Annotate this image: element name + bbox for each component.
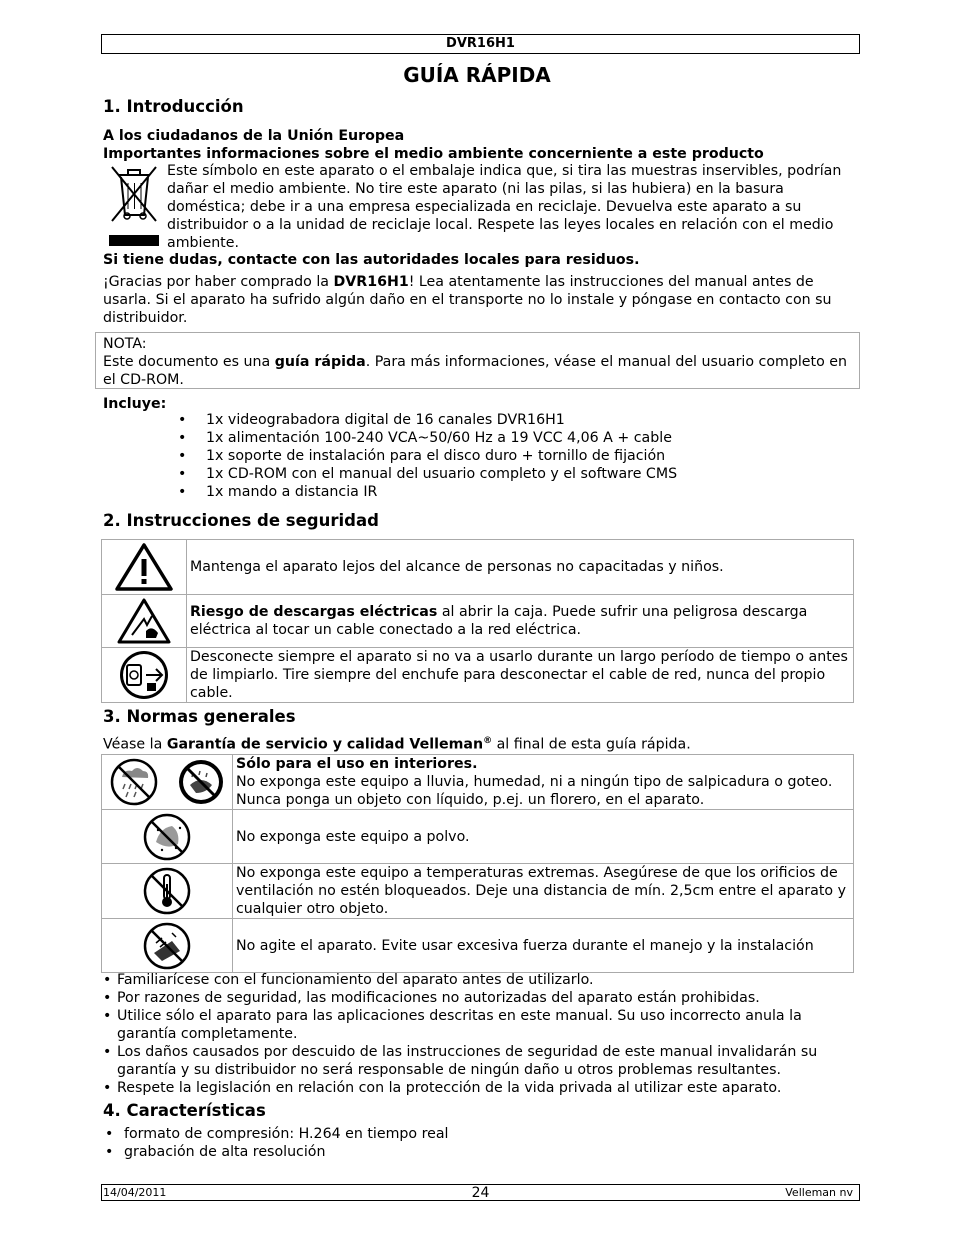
safety-text-2: Riesgo de descargas eléctricas al abrir la caja. Puede sufrir una peligrosa descarga eléctrica al tocar un cable conectado a la red eléctrica. xyxy=(187,595,854,648)
table-row xyxy=(102,810,854,864)
safety-text-3: Desconecte siempre el aparato si no va a usarlo durante un largo período de tiempo o antes de limpiarlo. Tire siempre del enchufe para desconectar el cable de red, nunca del propio cable. xyxy=(187,648,854,703)
table-row xyxy=(102,648,854,703)
norm-text-1: Sólo para el uso en interiores. No exponga este equipo a lluvia, humedad, ni a ningún tipo de salpicadura o goteo. Nunca ponga un objeto con líquido, p.ej. un florero, en el aparato. xyxy=(233,755,854,810)
page-number: 24 xyxy=(471,1185,490,1201)
list-item: • Los daños causados por descuido de las instrucciones de seguridad de este manual invalidarán su garantía y su distribuidor no será responsable de ningún daño u otros problemas resultantes. xyxy=(103,1043,858,1079)
eu-environment-line: Importantes informaciones sobre el medio ambiente concerniente a este producto xyxy=(103,146,764,162)
eu-contact-line: Si tiene dudas, contacte con las autoridades locales para residuos. xyxy=(103,252,640,268)
thanks-paragraph: ¡Gracias por haber comprado la DVR16H1! Lea atentamente las instrucciones del manual antes de usarla. Si el aparato ha sufrido algún daño en el transporte no lo instale y póngase en contacto con su distribuidor. xyxy=(103,274,832,326)
list-item: • Respete la legislación en relación con la protección de la vida privada al utilizar este aparato. xyxy=(103,1079,858,1097)
list-item: • Por razones de seguridad, las modificaciones no autorizadas del aparato están prohibidas. xyxy=(103,989,858,1007)
includes-label: Incluye: xyxy=(103,396,167,412)
section-heading-normas: 3. Normas generales xyxy=(103,707,296,726)
list-item: • 1x soporte de instalación para el disco duro + tornillo de fijación xyxy=(175,447,677,465)
norm-text-2: No exponga este equipo a polvo. xyxy=(233,810,854,864)
general-norms-table xyxy=(101,754,854,973)
table-row xyxy=(102,864,854,919)
list-item: • Familiarícese con el funcionamiento del aparato antes de utilizarlo. xyxy=(103,971,858,989)
safety-table xyxy=(101,539,854,703)
no-moisture-icon xyxy=(176,757,226,807)
unplug-icon xyxy=(118,649,170,701)
general-norms-list xyxy=(103,971,858,1097)
weee-bin-icon xyxy=(108,163,160,249)
table-row xyxy=(102,595,854,648)
list-item: • formato de compresión: H.264 en tiempo real xyxy=(103,1125,449,1143)
norm-text-3: No exponga este equipo a temperaturas extremas. Asegúrese de que los orificios de ventilación no estén bloqueados. Deje una distancia de mín. 2,5cm entre el aparato y cualquier otro objeto. xyxy=(233,864,854,919)
note-box xyxy=(95,332,860,389)
header-model: DVR16H1 xyxy=(101,34,860,54)
no-rain-icon xyxy=(109,757,159,807)
table-row xyxy=(102,540,854,595)
list-item: • grabación de alta resolución xyxy=(103,1143,449,1161)
section-heading-seguridad: 2. Instrucciones de seguridad xyxy=(103,511,379,530)
section-heading-introduccion: 1. Introducción xyxy=(103,97,244,116)
note-label: NOTA: xyxy=(103,336,147,352)
safety-text-1: Mantenga el aparato lejos del alcance de personas no capacitadas y niños. xyxy=(187,540,854,595)
eu-citizens-line: A los ciudadanos de la Unión Europea xyxy=(103,128,405,144)
no-shaking-icon xyxy=(142,921,192,971)
footer xyxy=(101,1184,860,1201)
list-item: • 1x alimentación 100-240 VCA~50/60 Hz a 19 VCC 4,06 A + cable xyxy=(175,429,677,447)
list-item: • Utilice sólo el aparato para las aplicaciones descritas en este manual. Su uso incorrecto anula la garantía completamente. xyxy=(103,1007,858,1043)
table-row xyxy=(102,919,854,973)
thermometer-icon xyxy=(142,866,192,916)
warning-triangle-icon xyxy=(114,542,174,592)
note-text: Este documento es una guía rápida. Para más informaciones, véase el manual del usuario completo en el CD-ROM. xyxy=(103,354,847,388)
includes-list xyxy=(175,411,677,501)
warranty-reference: Véase la Garantía de servicio y calidad Velleman® al final de esta guía rápida. xyxy=(103,736,691,753)
list-item: • 1x videograbadora digital de 16 canales DVR16H1 xyxy=(175,411,677,429)
footer-company: Velleman nv xyxy=(785,1186,853,1199)
eu-environment-text: Este símbolo en este aparato o el embalaje indica que, si tira las muestras inservibles, podrían dañar el medio ambiente. No tire este aparato (ni las pilas, si las hubiera) en la basura doméstica; debe ir a una empresa especializada en reciclaje. Devuelva este aparato a su distribuidor o a la unidad de reciclaje local. Respete las leyes locales en relación con el medio ambiente. xyxy=(167,163,842,251)
table-row xyxy=(102,755,854,810)
features-list xyxy=(103,1125,449,1161)
section-heading-caracteristicas: 4. Características xyxy=(103,1101,266,1120)
electric-shock-icon xyxy=(116,597,172,645)
list-item: • 1x CD-ROM con el manual del usuario completo y el software CMS xyxy=(175,465,677,483)
footer-date: 14/04/2011 xyxy=(103,1186,167,1199)
norm-text-4: No agite el aparato. Evite usar excesiva fuerza durante el manejo y la instalación xyxy=(233,919,854,973)
list-item: • 1x mando a distancia IR xyxy=(175,483,677,501)
page-title: GUÍA RÁPIDA xyxy=(403,63,551,87)
no-dust-icon xyxy=(142,812,192,862)
